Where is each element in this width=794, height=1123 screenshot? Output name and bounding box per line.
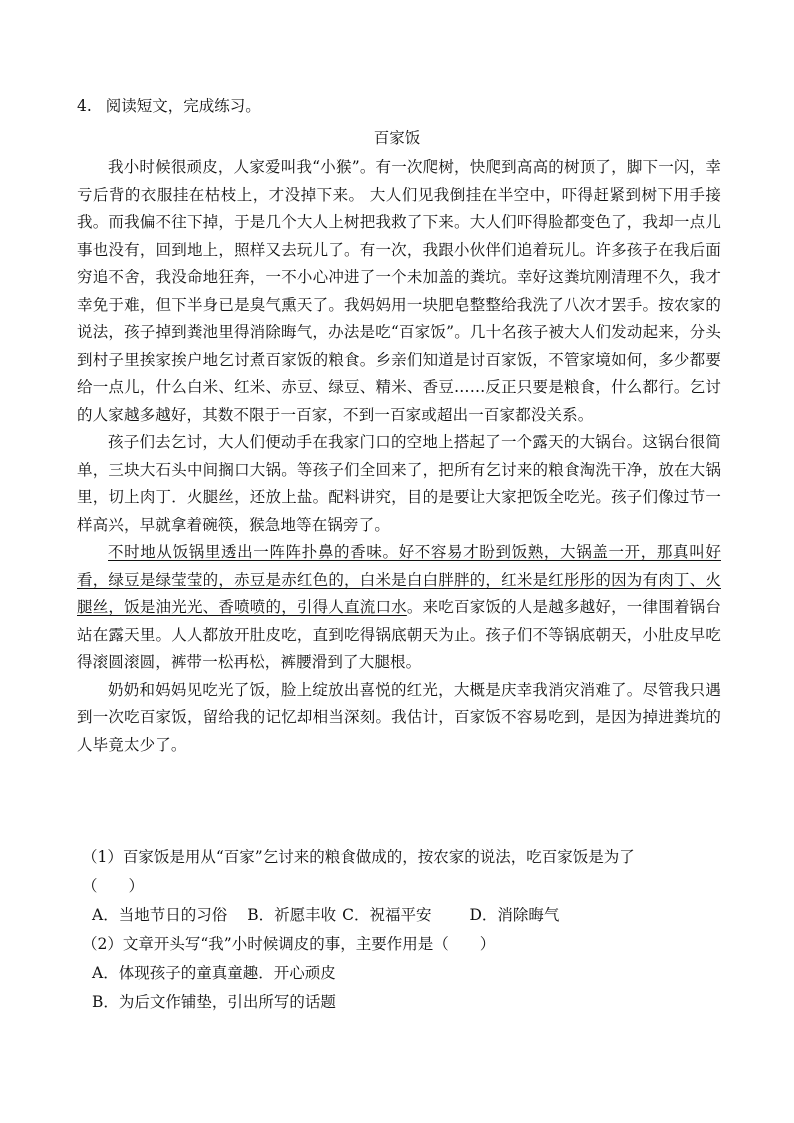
underlined-sentence: 不时地从饭锅里透出一阵阵扑鼻的香味。好不容易才盼到饭熟，大锅盖一开，那真叫好看，绿豆是绿莹莹的，赤豆是赤红色的，白米是白白胖胖的，红米是红彤彤的因为有肉丁、火腿丝，饭是油光光、香喷喷的，引得人直流口水 — [77, 543, 721, 616]
questions-section — [82, 843, 722, 1017]
q2-stem: （2）文章开头写“我”小时候调皮的事，主要作用是（ ） — [82, 935, 496, 953]
q1-option-a: A．当地节日的习俗 — [92, 906, 228, 924]
paragraph-3-rest: 。来吃百家饭的人是越多越好，一律围着锅台站在露天里。人人都放开肚皮吃，直到吃得锅底朝天为止。孩子们不等锅底朝天，小肚皮早吃得滚圆滚圆，裤带一松再松，裤腰滑到了大腿根。 — [77, 598, 721, 671]
q2-option-a: A．体现孩子的童真童趣．开心顽皮 — [92, 964, 336, 982]
q1-option-b: B．祈愿丰收 — [247, 906, 337, 924]
passage-body — [77, 154, 721, 759]
q1-answer-blank: （ ） — [82, 877, 145, 895]
question-instruction: 阅读短文，完成练习。 — [105, 97, 261, 115]
q1-stem: （1）百家饭是用从“百家”乞讨来的粮食做成的，按农家的说法，吃百家饭是为了 — [82, 848, 635, 866]
q2-option-b: B．为后文作铺垫，引出所写的话题 — [92, 993, 336, 1011]
paragraph-4: 奶奶和妈妈见吃光了饭，脸上绽放出喜悦的红光，大概是庆幸我消灾消难了。尽管我只遇到一次吃百家饭，留给我的记忆却相当深刻。我估计，百家饭不容易吃到，是因为掉进粪坑的人毕竟太少了。 — [77, 680, 721, 754]
q1-options — [82, 901, 722, 930]
question-number: 4. — [77, 97, 92, 115]
q1-option-d: D．消除晦气 — [469, 906, 560, 924]
paragraph-3 — [77, 539, 721, 677]
paragraph-2: 孩子们去乞讨，大人们便动手在我家门口的空地上搭起了一个露天的大锅台。这锅台很简单，三块大石头中间搁口大锅。等孩子们全回来了，把所有乞讨来的粮食淘洗干净，放在大锅里，切上肉丁．火腿丝，还放上盐。配料讲究，目的是要让大家把饭全吃光。孩子们像过节一样高兴，早就拿着碗筷，猴急地等在锅旁了。 — [77, 433, 721, 534]
paragraph-1: 我小时候很顽皮，人家爱叫我“小猴”。有一次爬树，快爬到高高的树顶了，脚下一闪，幸亏后背的衣服挂在枯枝上，才没掉下来。 大人们见我倒挂在半空中，吓得赶紧到树下用手接我。而我偏不往下掉，于是几个大人上树把我救了下来。大人们吓得脸都变色了，我却一点儿事也没有，回到地上，照样又去玩儿了。有一次，我跟小伙伴们追着玩儿。许多孩子在我后面穷追不舍，我没命地狂奔，一不小心冲进了一个未加盖的粪坑。幸好这粪坑刚清理不久，我才幸免于难，但下半身已是臭气熏天了。我妈妈用一块肥皂整整给我洗了八次才罢手。按农家的说法，孩子掉到粪池里得消除晦气，办法是吃“百家饭”。几十名孩子被大人们发动起来，分头到村子里挨家挨户地乞讨煮百家饭的粮食。乡亲们知道是讨百家饭，不管家境如何，多少都要给一点儿，什么白米、红米、赤豆、绿豆、精米、香豆……反正只要是粮食，什么都行。乞讨的人家越多越好，其数不限于一百家，不到一百家或超出一百家都没关系。 — [77, 158, 721, 424]
q1-option-c: C．祝福平安 — [342, 906, 432, 924]
passage-title: 百家饭 — [373, 129, 421, 147]
question-header — [77, 95, 261, 117]
